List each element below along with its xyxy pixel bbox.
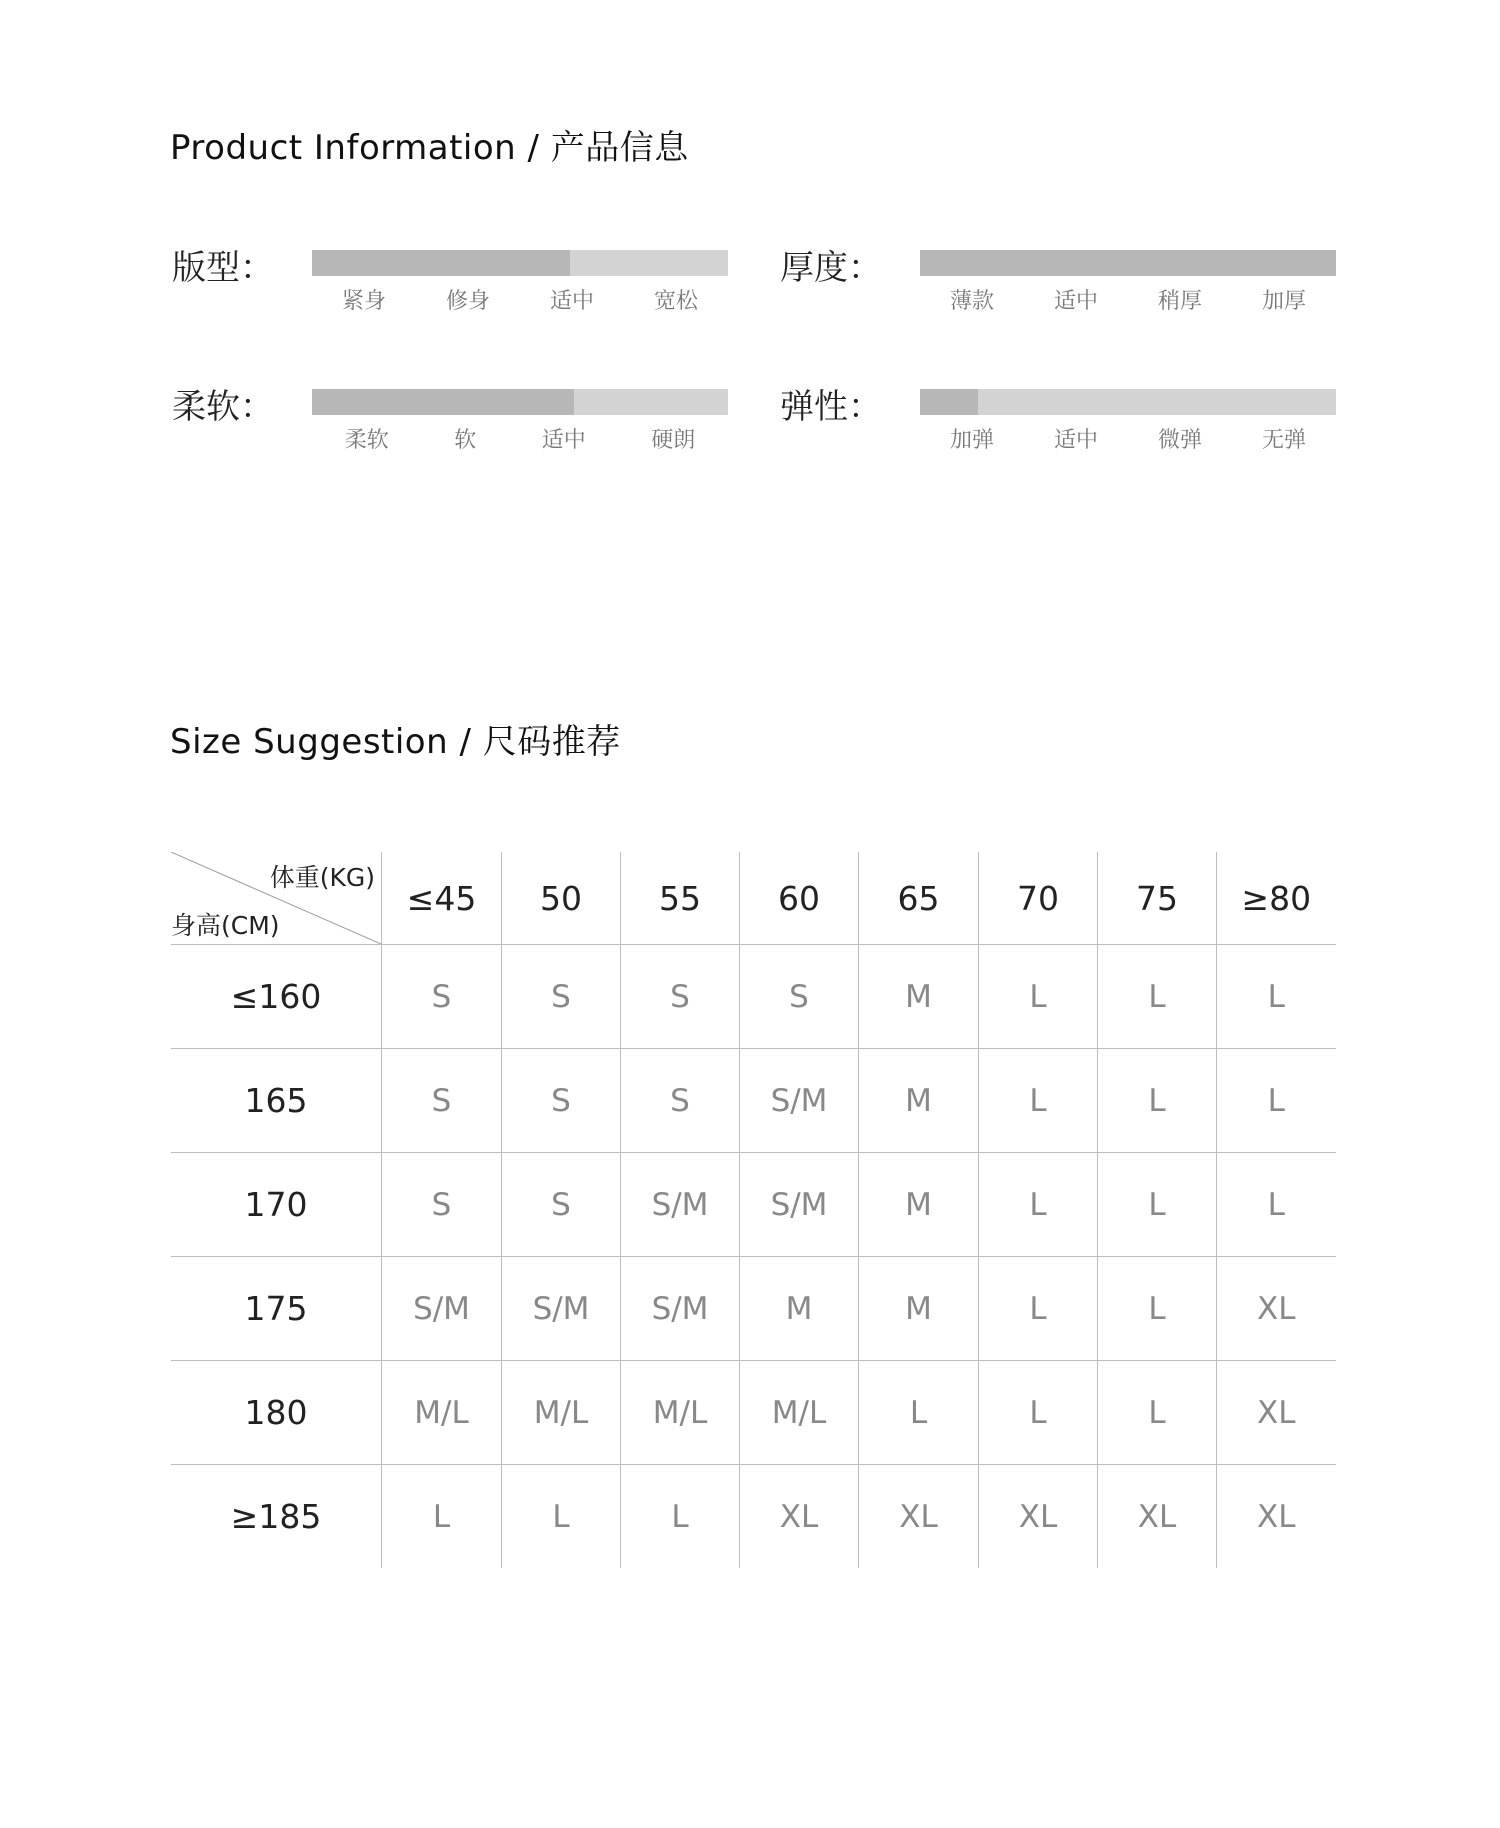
size-cell: S/M: [740, 1153, 859, 1257]
level-bar: [920, 250, 1336, 276]
option-label: 微弹: [1157, 428, 1202, 453]
size-cell: M: [859, 945, 979, 1049]
option-label: 加厚: [1261, 289, 1306, 314]
size-cell: M: [859, 1153, 979, 1257]
option-scale: [312, 284, 728, 315]
size-cell: S: [621, 945, 740, 1049]
level-bar: [920, 389, 1336, 415]
size-cell: L: [1098, 945, 1217, 1049]
size-cell: S/M: [740, 1049, 859, 1153]
size-cell: S: [621, 1049, 740, 1153]
size-cell: XL: [979, 1465, 1098, 1569]
size-cell: L: [979, 1257, 1098, 1361]
option-label: 硬朗: [651, 428, 696, 453]
size-cell: S: [502, 1049, 621, 1153]
size-cell: S: [382, 945, 502, 1049]
table-header-row: [171, 852, 1336, 945]
size-cell: L: [979, 1049, 1098, 1153]
size-cell: L: [1098, 1049, 1217, 1153]
weight-header: 65: [859, 852, 979, 945]
weight-header: 75: [1098, 852, 1217, 945]
option-scale: [920, 284, 1336, 315]
option-label: 加弹: [949, 428, 994, 453]
size-cell: XL: [1217, 1465, 1336, 1569]
size-cell: L: [1098, 1153, 1217, 1257]
table-row: [171, 1257, 1336, 1361]
size-cell: L: [382, 1465, 502, 1569]
height-row-header: 180: [171, 1361, 382, 1465]
level-bar-fill: [920, 389, 978, 415]
weight-header: 55: [621, 852, 740, 945]
size-cell: M/L: [740, 1361, 859, 1465]
corner-cell: [171, 852, 382, 945]
size-cell: L: [979, 1361, 1098, 1465]
height-row-header: ≥185: [171, 1465, 382, 1569]
height-row-header: 165: [171, 1049, 382, 1153]
weight-header: ≤45: [382, 852, 502, 945]
size-cell: S/M: [382, 1257, 502, 1361]
height-axis-label: 身高(CM): [171, 911, 280, 940]
table-row: [171, 945, 1336, 1049]
size-suggestion-title: Size Suggestion / 尺码推荐: [170, 722, 621, 762]
height-row-header: 170: [171, 1153, 382, 1257]
size-cell: M/L: [621, 1361, 740, 1465]
option-label: 柔软: [344, 428, 389, 453]
size-cell: XL: [1217, 1361, 1336, 1465]
level-bar-fill: [920, 250, 1336, 276]
option-label: 修身: [445, 289, 490, 314]
height-row-header: ≤160: [171, 945, 382, 1049]
weight-header: ≥80: [1217, 852, 1336, 945]
weight-axis-label: 体重(KG): [269, 863, 375, 892]
size-cell: L: [859, 1361, 979, 1465]
size-cell: L: [1217, 1049, 1336, 1153]
table-row: [171, 1465, 1336, 1569]
size-cell: XL: [859, 1465, 979, 1569]
size-cell: L: [502, 1465, 621, 1569]
size-cell: L: [1217, 945, 1336, 1049]
size-cell: L: [1098, 1257, 1217, 1361]
size-cell: S: [740, 945, 859, 1049]
level-bar: [312, 389, 728, 415]
size-cell: S: [382, 1049, 502, 1153]
option-label: 适中: [1053, 428, 1098, 453]
size-cell: L: [1098, 1361, 1217, 1465]
size-cell: S: [502, 945, 621, 1049]
product-info-title: Product Information / 产品信息: [170, 128, 689, 168]
attribute-label: 版型：: [172, 248, 274, 288]
attribute-thickness: [780, 240, 1360, 350]
option-label: 软: [454, 428, 477, 453]
size-cell: XL: [740, 1465, 859, 1569]
size-cell: S: [382, 1153, 502, 1257]
option-label: 适中: [541, 428, 586, 453]
attribute-label: 柔软：: [172, 387, 274, 427]
option-label: 紧身: [341, 289, 386, 314]
size-cell: L: [979, 1153, 1098, 1257]
table-row: [171, 1361, 1336, 1465]
option-label: 稍厚: [1157, 289, 1202, 314]
weight-header: 70: [979, 852, 1098, 945]
size-cell: M: [859, 1257, 979, 1361]
weight-header: 60: [740, 852, 859, 945]
option-scale: [312, 423, 728, 454]
option-scale: [920, 423, 1336, 454]
attribute-elasticity: [780, 379, 1360, 489]
option-label: 薄款: [949, 289, 994, 314]
size-cell: M/L: [382, 1361, 502, 1465]
level-bar-fill: [312, 389, 574, 415]
size-cell: L: [979, 945, 1098, 1049]
size-cell: S/M: [621, 1153, 740, 1257]
option-label: 适中: [549, 289, 594, 314]
size-cell: S/M: [502, 1257, 621, 1361]
option-label: 无弹: [1261, 428, 1306, 453]
attribute-label: 弹性：: [780, 387, 882, 427]
table-row: [171, 1153, 1336, 1257]
size-table: [171, 852, 1336, 1568]
size-cell: XL: [1098, 1465, 1217, 1569]
attribute-softness: [172, 379, 752, 489]
weight-header: 50: [502, 852, 621, 945]
size-cell: M: [859, 1049, 979, 1153]
size-cell: M/L: [502, 1361, 621, 1465]
table-row: [171, 1049, 1336, 1153]
level-bar: [312, 250, 728, 276]
size-cell: M: [740, 1257, 859, 1361]
size-cell: S: [502, 1153, 621, 1257]
size-cell: XL: [1217, 1257, 1336, 1361]
attribute-fit: [172, 240, 752, 350]
attribute-label: 厚度：: [780, 248, 882, 288]
height-row-header: 175: [171, 1257, 382, 1361]
option-label: 宽松: [653, 289, 698, 314]
size-cell: L: [1217, 1153, 1336, 1257]
option-label: 适中: [1053, 289, 1098, 314]
size-cell: L: [621, 1465, 740, 1569]
size-cell: S/M: [621, 1257, 740, 1361]
level-bar-fill: [312, 250, 570, 276]
